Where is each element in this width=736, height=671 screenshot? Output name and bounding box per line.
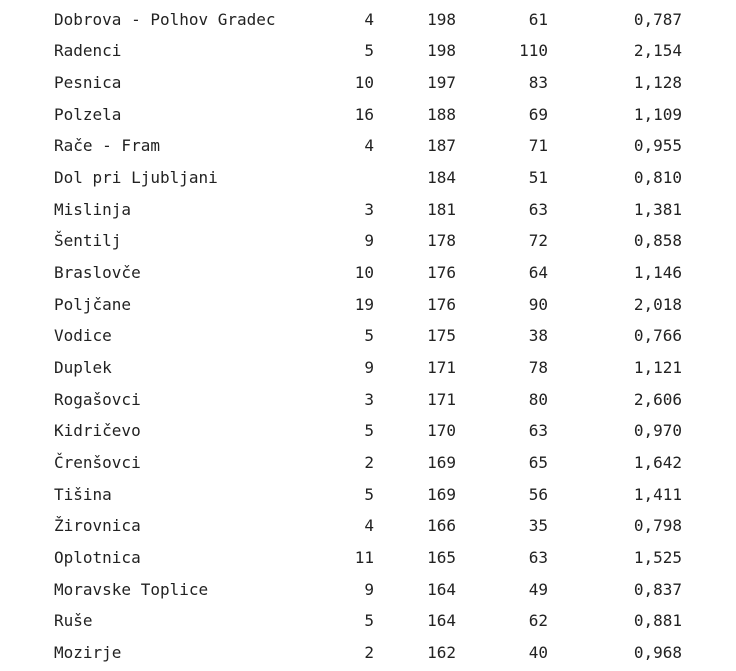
value-col-4: 1,525 [633,548,682,567]
table-row [0,605,736,637]
municipality-name: Radenci [54,41,122,60]
municipality-name: Vodice [54,326,112,345]
municipality-name: Moravske Toplice [54,580,209,599]
value-col-4: 1,121 [633,358,682,377]
table-row [0,384,736,416]
value-col-3: 61 [528,10,548,29]
table-row [0,67,736,99]
value-col-2: 176 [427,263,456,282]
value-col-3: 51 [528,168,548,187]
value-col-1: 10 [354,263,374,282]
value-col-2: 171 [427,358,456,377]
table-row [0,99,736,131]
value-col-2: 171 [427,390,456,409]
value-col-2: 184 [427,168,456,187]
value-col-4: 0,955 [633,136,682,155]
table-row [0,225,736,257]
value-col-3: 62 [528,611,548,630]
value-col-1: 16 [354,105,374,124]
value-col-4: 1,642 [633,453,682,472]
value-col-1: 4 [364,10,374,29]
value-col-1: 5 [364,41,374,60]
table-row [0,479,736,511]
value-col-2: 178 [427,231,456,250]
value-col-3: 56 [528,485,548,504]
value-col-2: 164 [427,611,456,630]
table-row [0,289,736,321]
municipality-name: Dol pri Ljubljani [54,168,218,187]
value-col-4: 2,606 [633,390,682,409]
value-col-1: 10 [354,73,374,92]
value-col-4: 0,810 [633,168,682,187]
value-col-1: 19 [354,295,374,314]
value-col-3: 72 [528,231,548,250]
municipality-name: Mozirje [54,643,122,662]
municipality-name: Črenšovci [54,453,141,472]
value-col-1: 5 [364,421,374,440]
table-row [0,542,736,574]
table-row [0,637,736,669]
value-col-4: 0,798 [633,516,682,535]
value-col-4: 0,858 [633,231,682,250]
value-col-2: 166 [427,516,456,535]
value-col-4: 1,128 [633,73,682,92]
value-col-3: 69 [528,105,548,124]
table-row [0,162,736,194]
value-col-4: 0,968 [633,643,682,662]
value-col-2: 181 [427,200,456,219]
value-col-3: 63 [528,421,548,440]
table-row [0,257,736,289]
value-col-2: 162 [427,643,456,662]
value-col-4: 0,837 [633,580,682,599]
value-col-2: 187 [427,136,456,155]
table-row [0,447,736,479]
value-col-3: 49 [528,580,548,599]
value-col-3: 78 [528,358,548,377]
value-col-2: 169 [427,485,456,504]
value-col-2: 197 [427,73,456,92]
municipality-name: Poljčane [54,295,132,314]
value-col-4: 1,381 [633,200,682,219]
value-col-1: 4 [364,136,374,155]
value-col-3: 83 [528,73,548,92]
value-col-4: 1,146 [633,263,682,282]
value-col-3: 90 [528,295,548,314]
value-col-4: 0,881 [633,611,682,630]
municipality-name: Rače - Fram [54,136,160,155]
value-col-2: 169 [427,453,456,472]
value-col-1: 9 [364,231,374,250]
value-col-2: 164 [427,580,456,599]
municipality-name: Rogašovci [54,390,141,409]
table-row [0,194,736,226]
value-col-1: 5 [364,611,374,630]
table-row [0,415,736,447]
value-col-4: 0,766 [633,326,682,345]
value-col-1: 9 [364,358,374,377]
table-row [0,4,736,36]
municipality-name: Žirovnica [54,516,141,535]
value-col-3: 64 [528,263,548,282]
value-col-3: 63 [528,548,548,567]
table-row [0,574,736,606]
value-col-3: 40 [528,643,548,662]
value-col-4: 1,109 [633,105,682,124]
municipality-name: Braslovče [54,263,141,282]
value-col-3: 63 [528,200,548,219]
value-col-2: 188 [427,105,456,124]
value-col-2: 198 [427,10,456,29]
table-row [0,352,736,384]
municipality-name: Dobrova - Polhov Gradec [54,10,276,29]
value-col-3: 110 [519,41,548,60]
table-row [0,320,736,352]
value-col-2: 170 [427,421,456,440]
table-row [0,130,736,162]
value-col-1: 5 [364,485,374,504]
municipality-name: Duplek [54,358,112,377]
table-row [0,510,736,542]
value-col-4: 2,018 [633,295,682,314]
value-col-1: 3 [364,200,374,219]
value-col-1: 3 [364,390,374,409]
value-col-1: 9 [364,580,374,599]
value-col-1: 11 [354,548,374,567]
value-col-1: 2 [364,453,374,472]
value-col-4: 0,787 [633,10,682,29]
value-col-4: 1,411 [633,485,682,504]
municipality-name: Šentilj [54,231,122,250]
municipality-name: Oplotnica [54,548,141,567]
value-col-2: 175 [427,326,456,345]
municipality-name: Ruše [54,611,93,630]
value-col-3: 80 [528,390,548,409]
value-col-3: 65 [528,453,548,472]
value-col-3: 71 [528,136,548,155]
value-col-2: 165 [427,548,456,567]
value-col-2: 198 [427,41,456,60]
value-col-3: 35 [528,516,548,535]
municipality-name: Kidričevo [54,421,141,440]
municipality-name: Mislinja [54,200,132,219]
municipality-name: Pesnica [54,73,122,92]
value-col-2: 176 [427,295,456,314]
municipality-name: Polzela [54,105,122,124]
value-col-1: 5 [364,326,374,345]
table-row [0,35,736,67]
value-col-3: 38 [528,326,548,345]
value-col-1: 4 [364,516,374,535]
value-col-4: 2,154 [633,41,682,60]
value-col-1: 2 [364,643,374,662]
municipality-name: Tišina [54,485,112,504]
value-col-4: 0,970 [633,421,682,440]
